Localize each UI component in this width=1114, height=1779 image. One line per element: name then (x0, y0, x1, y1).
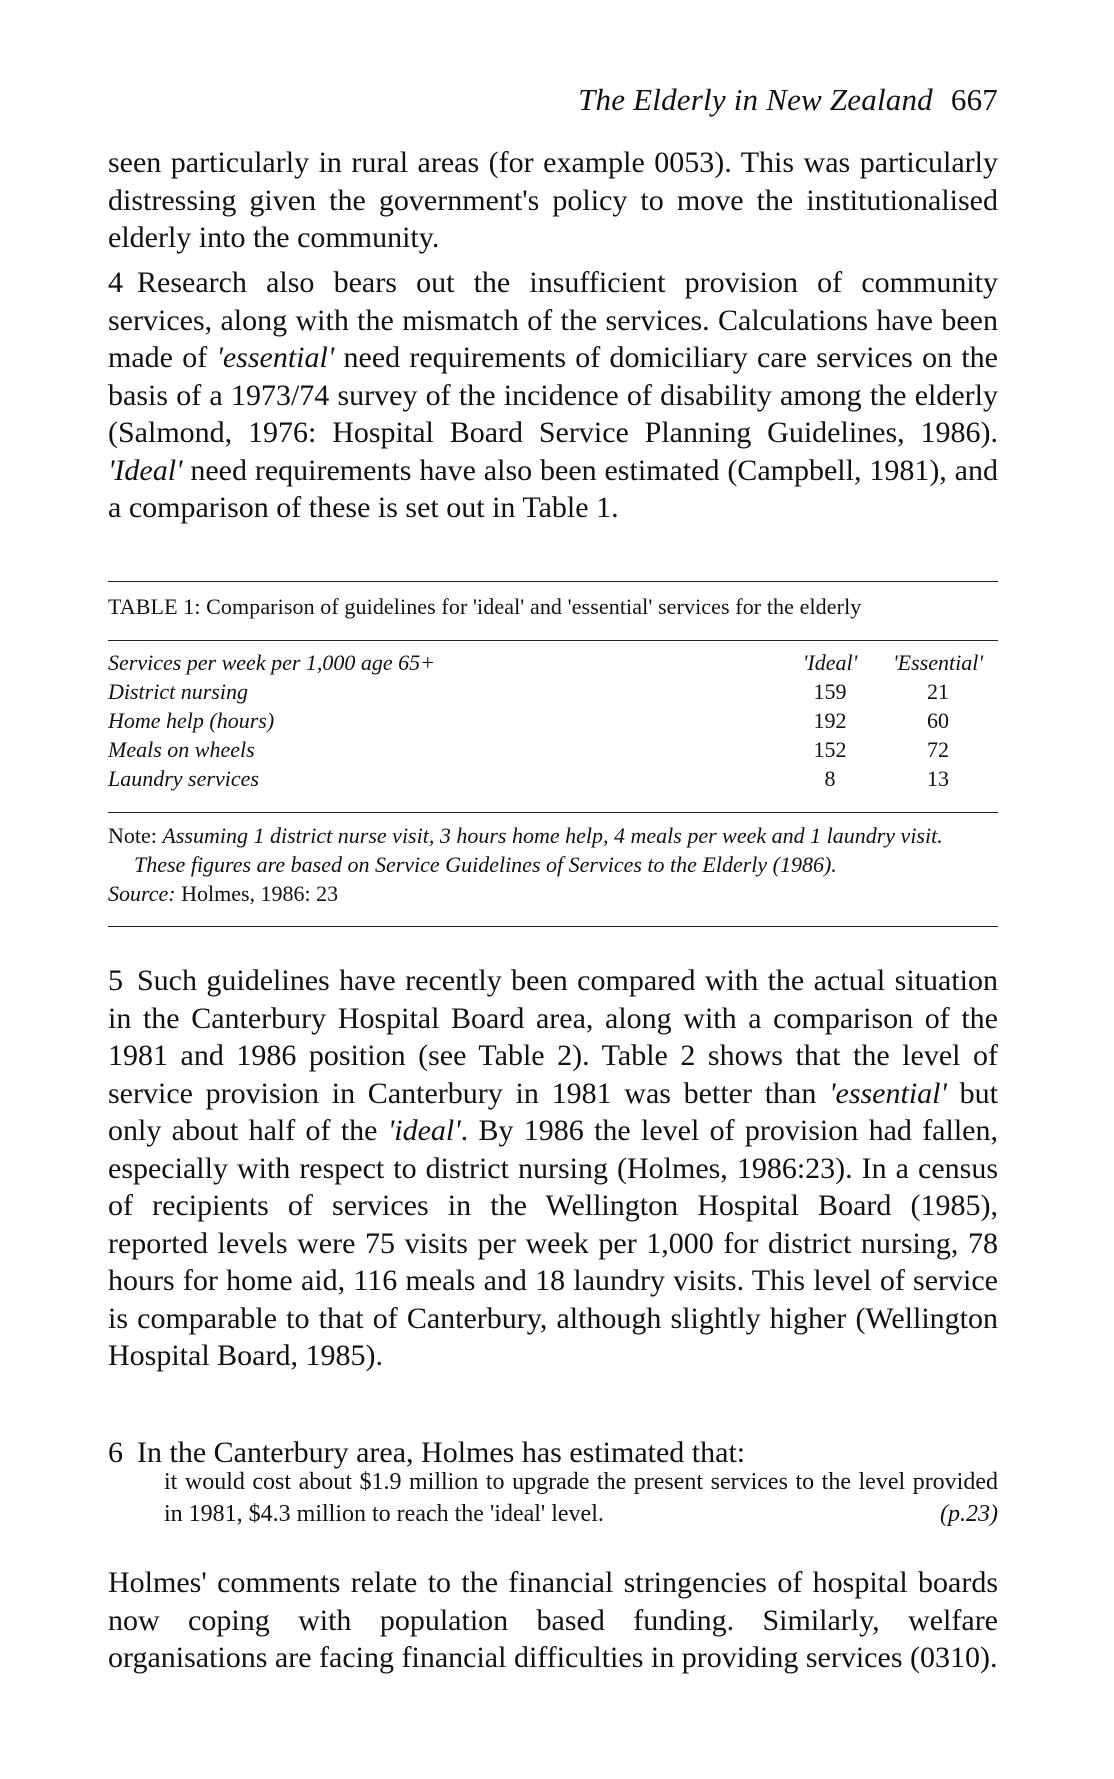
note-label: Note: (108, 823, 157, 848)
note-text: Assuming 1 district nurse visit, 3 hours home help, 4 meals per week and 1 laundry visit. (162, 823, 943, 848)
table-cell-essential: 60 (927, 708, 949, 733)
table-row-label: District nursing (108, 679, 248, 704)
paragraph-number: 5 (108, 964, 123, 997)
source-text: Holmes, 1986: 23 (181, 881, 339, 906)
quote-citation: (p.23) (940, 1501, 998, 1527)
table-note-continued (134, 851, 998, 879)
table-top-rule (108, 581, 998, 582)
emphasis-ideal: 'Ideal' (108, 453, 183, 487)
table-caption: TABLE 1: Comparison of guidelines for 'ideal' and 'essential' services for the elderly (108, 594, 862, 619)
page-number: 667 (950, 82, 998, 117)
paragraph-number: 4 (108, 266, 123, 299)
quote-text: it would cost about $1.9 million to upgrade the present services to the level provided in 1981, $4.3 million to reach the 'ideal' level. (164, 1469, 998, 1527)
table-row-label: Laundry services (108, 766, 259, 791)
paragraph-5 (108, 962, 998, 1375)
emphasis-essential: 'essential' (829, 1076, 947, 1110)
table-source (108, 880, 998, 908)
paragraph-number: 6 (108, 1436, 123, 1469)
table-header-rule (108, 640, 998, 641)
emphasis-ideal: 'ideal' (387, 1114, 461, 1147)
emphasis-essential: 'essential' (216, 341, 335, 374)
paragraph-text: need requirements of domiciliary care services on the basis of a 1973/74 survey of the incidence of disability among the elderly (Salmond, 1976: Hospital Board Service Planning Guidelines, 1986). (108, 341, 998, 449)
paragraph-continued: seen particularly in rural areas (for example 0053). This was particularly distressing given the government's policy to move the institutionalised elderly into the community. (108, 146, 998, 254)
paragraph-text: Research also bears out the insufficient provision of community services, along with the mismatch of the services. Calculations have been made of (108, 266, 998, 374)
source-label: Source: (108, 881, 176, 906)
table-header-label: Services per week per 1,000 age 65+ (108, 650, 436, 675)
table-cell-essential: 72 (927, 737, 949, 762)
table-cell-ideal: 192 (813, 708, 847, 733)
paragraph-4 (108, 264, 998, 527)
paragraph-text: . By 1986 the level of provision had fallen, especially with respect to district nursing (Holmes, 1986:23). In a census of recipients of services in the Wellington Hospital Board (1985), reported levels were 75 visits per week per 1,000 for district nursing, 78 hours for home aid, 116 meals and 18 laundry visits. This level of service is comparable to that of Canterbury, although slightly higher (Wellington Hospital Board, 1985). (108, 1114, 998, 1372)
table-body-rule (108, 812, 998, 813)
paragraph-text: need requirements have also been estimated (Campbell, 1981), and a comparison of these is set out in Table 1. (108, 453, 998, 524)
note-text: These figures are based on Service Guidelines of Services to the Elderly (1986). (134, 852, 837, 877)
table-header-ideal: 'Ideal' (802, 650, 858, 675)
paragraph-text: Such guidelines have recently been compared with the actual situation in the Canterbury Hospital Board area, along with a comparison of the 1981 and 1986 position (see Table 2). Table 2 shows that the level of service provision in Canterbury in 1981 was better than (108, 964, 998, 1110)
table-bottom-rule (108, 926, 998, 927)
table-cell-ideal: 8 (824, 766, 836, 791)
running-head-title: The Elderly in New Zealand (578, 82, 933, 117)
table-row-label: Home help (hours) (108, 708, 275, 733)
running-head (578, 82, 998, 118)
table-header-essential: 'Essential' (892, 650, 984, 675)
paragraph-text: but only about half of the (108, 1076, 998, 1147)
paragraph-text: In the Canterbury area, Holmes has estimated that: (137, 1436, 746, 1469)
block-quote (164, 1466, 998, 1530)
table-cell-essential: 21 (927, 679, 949, 704)
table-cell-ideal: 152 (813, 737, 847, 762)
paragraph-7: Holmes' comments relate to the financial stringencies of hospital boards now coping with population based funding. Similarly, welfare organisations are facing financial difficulties in providing services (0310). (108, 1566, 998, 1674)
table-row-label: Meals on wheels (108, 737, 255, 762)
table-note (108, 822, 998, 850)
table-cell-ideal: 159 (813, 679, 847, 704)
table-cell-essential: 13 (927, 766, 949, 791)
